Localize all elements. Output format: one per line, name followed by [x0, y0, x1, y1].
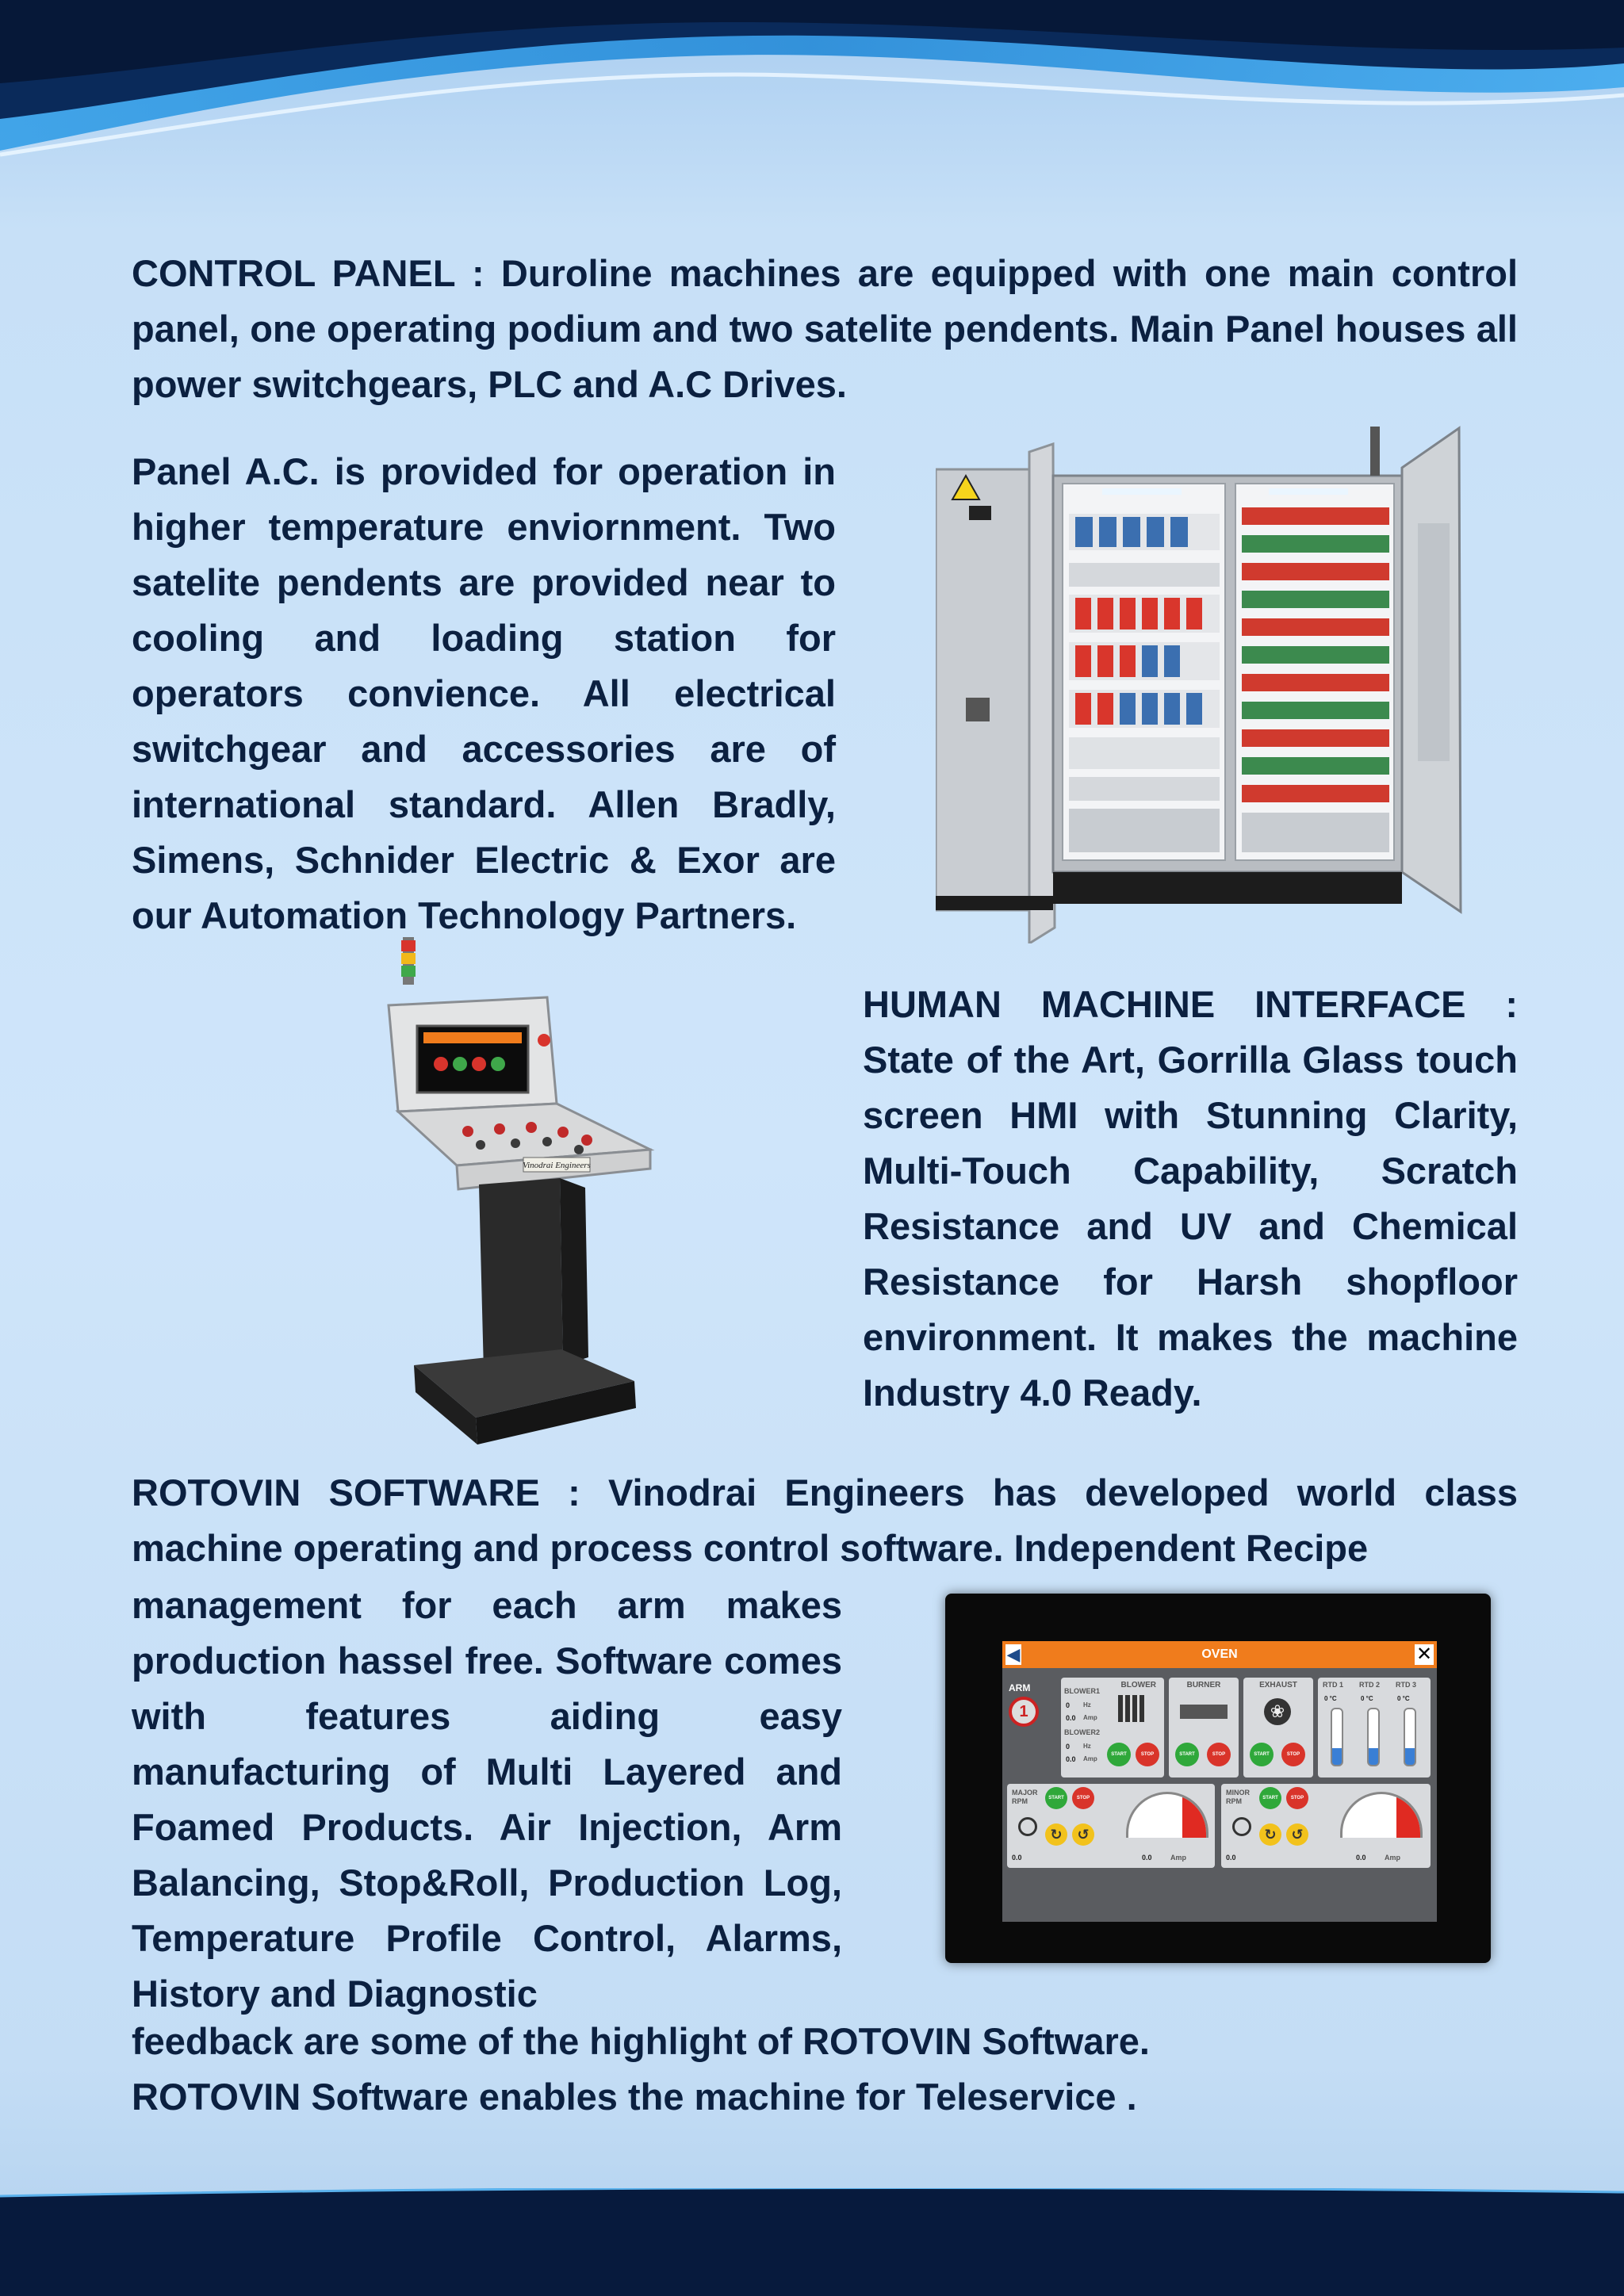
- blower-panel: [1061, 1678, 1164, 1777]
- software-body-paragraph: management for each arm makes production hassel free. Software comes with features aiding easy manufacturing of Multi Layered and Foamed Products. Air Injection, Arm Balancing, Stop&Roll, Production Log, Temperature Profile Control, Alarms, History and Diagnostic: [132, 1584, 842, 2015]
- exhaust-stop-button[interactable]: STOP: [1281, 1743, 1305, 1766]
- rtd-3-label: RTD 3: [1396, 1681, 1417, 1689]
- operating-podium-image: [381, 937, 666, 1452]
- oven-hmi-screen-image: [945, 1594, 1491, 1963]
- major-start-button[interactable]: START: [1045, 1787, 1067, 1809]
- major-rpm-label: MAJOR RPM: [1012, 1789, 1038, 1805]
- control-cabinet-image: [936, 420, 1491, 943]
- control-panel-paragraph: [132, 246, 1518, 412]
- hmi-text: State of the Art, Gorrilla Glass touch screen HMI with Stunning Clarity, Multi-Touch Capability, Scratch Resistance and UV and Chemical Resistance for Harsh shopfloor environment. It makes the machine Industry 4.0 Ready.: [863, 1039, 1518, 1414]
- blower2-hz-value: 0: [1066, 1743, 1071, 1751]
- major-value: 0.0: [1012, 1854, 1022, 1862]
- back-arrow-icon[interactable]: ◀: [1006, 1644, 1021, 1664]
- software-intro-paragraph: [132, 1465, 1518, 1576]
- top-wave-band: [0, 0, 1624, 174]
- minor-rpm-label: MINOR RPM: [1226, 1789, 1250, 1805]
- rtd-1-label: RTD 1: [1323, 1681, 1344, 1689]
- minor-rpm-panel: [1221, 1784, 1431, 1868]
- bottom-wave-band: [0, 2188, 1624, 2296]
- minor-amp-value: 0.0: [1356, 1854, 1366, 1862]
- blower-stop-button[interactable]: STOP: [1136, 1743, 1159, 1766]
- rtd-1-value: 0 °C: [1324, 1695, 1337, 1702]
- software-intro-text: Vinodrai Engineers has developed world class machine operating and process control software. Independent Recipe: [132, 1471, 1518, 1569]
- control-panel-heading: CONTROL PANEL :: [132, 252, 485, 294]
- software-outro-line-2: ROTOVIN Software enables the machine for Teleservice .: [132, 2076, 1137, 2118]
- rtd-2-value: 0 °C: [1361, 1695, 1373, 1702]
- hmi-heading: HUMAN MACHINE INTERFACE :: [863, 983, 1518, 1025]
- counter-clockwise-button[interactable]: ↺: [1072, 1823, 1094, 1846]
- rotation-ring-icon: [1018, 1817, 1037, 1836]
- blower1-label: BLOWER1: [1064, 1687, 1100, 1695]
- blower-title: BLOWER: [1120, 1681, 1156, 1689]
- thermometer-icon: [1331, 1708, 1343, 1766]
- burner-title: BURNER: [1186, 1681, 1221, 1689]
- minor-stop-button[interactable]: STOP: [1286, 1787, 1308, 1809]
- blower2-label: BLOWER2: [1064, 1728, 1100, 1736]
- burner-display: [1180, 1705, 1228, 1719]
- minor-start-button[interactable]: START: [1259, 1787, 1281, 1809]
- counter-clockwise-button[interactable]: ↺: [1286, 1823, 1308, 1846]
- panel-ac-paragraph: Panel A.C. is provided for operation in higher temperature enviornment. Two satelite pendents are provided near to cooling and loading station for operators convience. All electrical switchgear and accessories are of international standard. Allen Bradly, Simens, Schnider Electric & Exor are our Automation Technology Partners.: [132, 450, 836, 936]
- software-outro-paragraph: [132, 2014, 1518, 2125]
- close-icon[interactable]: ✕: [1415, 1644, 1433, 1665]
- major-gauge: [1126, 1792, 1208, 1838]
- major-rpm-panel: [1007, 1784, 1215, 1868]
- blower1-hz-unit: Hz: [1083, 1701, 1091, 1709]
- control-panel-text: Duroline machines are equipped with one main control panel, one operating podium and two satelite pendents. Main Panel houses all power switchgears, PLC and A.C Drives.: [132, 252, 1518, 405]
- blower1-amp-value: 0.0: [1066, 1714, 1076, 1722]
- podium-brand-plate: Vinodrai Engineers: [523, 1161, 591, 1170]
- minor-value: 0.0: [1226, 1854, 1236, 1862]
- arm-number-badge: 1: [1009, 1697, 1039, 1727]
- exhaust-title: EXHAUST: [1259, 1681, 1297, 1689]
- hmi-paragraph: [863, 977, 1518, 1421]
- major-stop-button[interactable]: STOP: [1072, 1787, 1094, 1809]
- clockwise-button[interactable]: ↻: [1259, 1823, 1281, 1846]
- fan-icon: ❀: [1264, 1698, 1291, 1725]
- exhaust-panel: [1243, 1678, 1313, 1777]
- hmi-title: OVEN: [1201, 1647, 1238, 1661]
- thermometer-icon: [1404, 1708, 1416, 1766]
- blower-grid-icon: [1118, 1695, 1145, 1722]
- burner-start-button[interactable]: START: [1175, 1743, 1199, 1766]
- rtd-2-label: RTD 2: [1359, 1681, 1381, 1689]
- rtd-3-value: 0 °C: [1397, 1695, 1410, 1702]
- burner-panel: [1169, 1678, 1239, 1777]
- blower2-hz-unit: Hz: [1083, 1743, 1091, 1750]
- software-outro-line-1: feedback are some of the highlight of ROTOVIN Software.: [132, 2020, 1150, 2062]
- blower2-amp-unit: Amp: [1083, 1755, 1097, 1762]
- hmi-title-bar: [1002, 1641, 1437, 1668]
- exhaust-start-button[interactable]: START: [1250, 1743, 1274, 1766]
- blower1-amp-unit: Amp: [1083, 1714, 1097, 1721]
- thermometer-icon: [1367, 1708, 1380, 1766]
- arm-label: ARM: [1009, 1682, 1031, 1693]
- rtd-panel: [1318, 1678, 1431, 1777]
- minor-gauge: [1340, 1792, 1423, 1838]
- blower-start-button[interactable]: START: [1107, 1743, 1131, 1766]
- rotation-ring-icon: [1232, 1817, 1251, 1836]
- blower2-amp-value: 0.0: [1066, 1755, 1076, 1763]
- blower1-hz-value: 0: [1066, 1701, 1071, 1709]
- minor-amp-unit: Amp: [1385, 1854, 1400, 1862]
- major-amp-unit: Amp: [1170, 1854, 1186, 1862]
- clockwise-button[interactable]: ↻: [1045, 1823, 1067, 1846]
- software-heading: ROTOVIN SOFTWARE :: [132, 1471, 580, 1513]
- major-amp-value: 0.0: [1142, 1854, 1152, 1862]
- burner-stop-button[interactable]: STOP: [1207, 1743, 1231, 1766]
